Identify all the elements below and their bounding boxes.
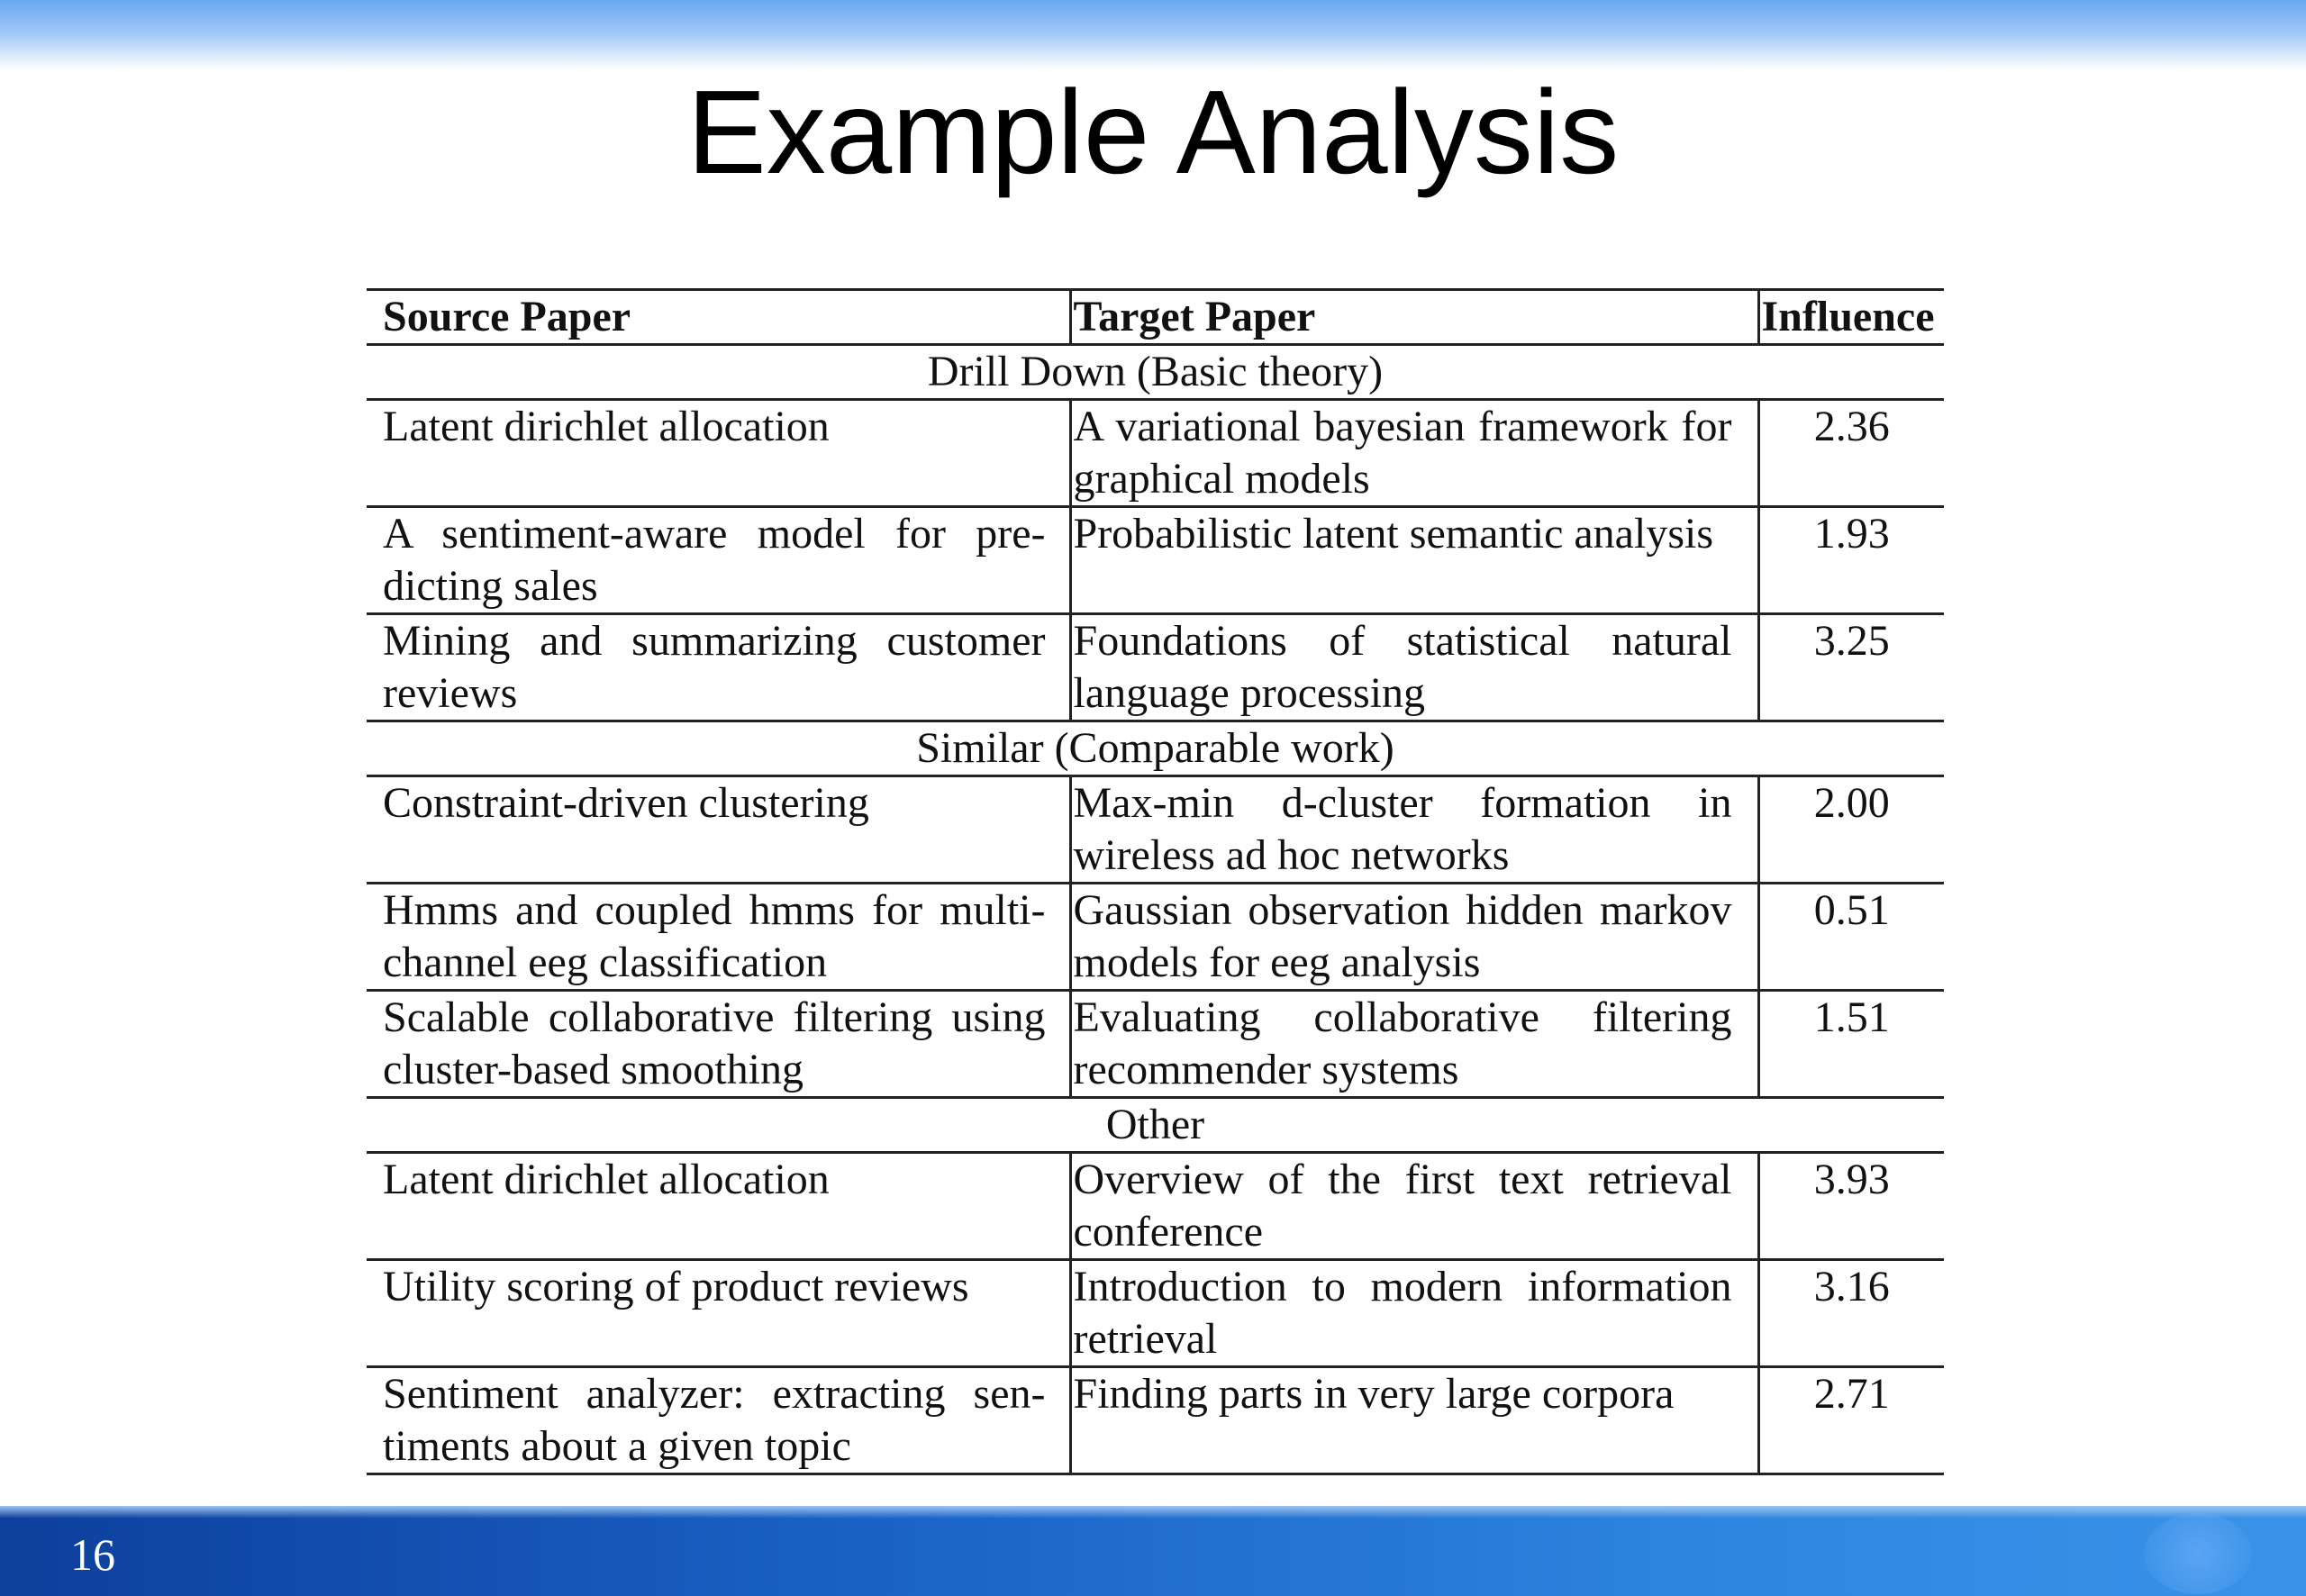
target-paper-cell: Probabilistic latent semantic analysis [1070, 507, 1758, 614]
slide-title: Example Analysis [686, 66, 1620, 198]
section-row [367, 345, 1944, 400]
target-paper-cell: Evaluating collaborative filtering recommender systems [1070, 991, 1758, 1098]
table-row [367, 991, 1944, 1098]
influence-cell: 3.25 [1758, 614, 1944, 721]
column-header-source: Source Paper [367, 290, 1070, 345]
source-paper-cell: Hmms and coupled hmms for multi-channel eeg classification [367, 884, 1070, 991]
source-paper-cell: Constraint-driven clustering [367, 776, 1070, 884]
section-row [367, 1098, 1944, 1153]
source-paper-cell: Scalable collaborative filtering using cluster-based smoothing [367, 991, 1070, 1098]
page-number: 16 [70, 1529, 115, 1580]
influence-cell: 3.93 [1758, 1153, 1944, 1260]
column-header-influence: Influence [1758, 290, 1944, 345]
header-band [0, 0, 2306, 70]
section-label-other: Other [367, 1098, 1944, 1153]
target-paper-cell: A variational bayesian framework for graphical models [1070, 400, 1758, 507]
section-row [367, 721, 1944, 776]
section-label-similar: Similar (Comparable work) [367, 721, 1944, 776]
influence-cell: 0.51 [1758, 884, 1944, 991]
table-row [367, 400, 1944, 507]
influence-cell: 1.93 [1758, 507, 1944, 614]
target-paper-cell: Overview of the first text retrieval conference [1070, 1153, 1758, 1260]
source-paper-cell: Latent dirichlet allocation [367, 1153, 1070, 1260]
target-paper-cell: Foundations of statistical natural language processing [1070, 614, 1758, 721]
influence-cell: 2.00 [1758, 776, 1944, 884]
section-label-drill-down: Drill Down (Basic theory) [367, 345, 1944, 400]
table-row [367, 1260, 1944, 1367]
table-header-row [367, 290, 1944, 345]
target-paper-cell: Introduction to modern information retrieval [1070, 1260, 1758, 1367]
table-row [367, 1153, 1944, 1260]
source-paper-cell: Latent dirichlet allocation [367, 400, 1070, 507]
table-row [367, 1367, 1944, 1474]
influence-table [367, 288, 1944, 1475]
source-paper-cell: Mining and summarizing customer reviews [367, 614, 1070, 721]
table-row [367, 614, 1944, 721]
target-paper-cell: Max-min d-cluster formation in wireless ad hoc networks [1070, 776, 1758, 884]
influence-cell: 2.71 [1758, 1367, 1944, 1474]
influence-cell: 2.36 [1758, 400, 1944, 507]
target-paper-cell: Finding parts in very large corpora [1070, 1367, 1758, 1474]
target-paper-cell: Gaussian observation hidden markov models for eeg analysis [1070, 884, 1758, 991]
footer-band [0, 1506, 2306, 1596]
source-paper-cell: Utility scoring of product reviews [367, 1260, 1070, 1367]
influence-table-container [367, 288, 1944, 1475]
source-paper-cell: Sentiment analyzer: extracting sentiments about a given topic [367, 1367, 1070, 1474]
table-row [367, 507, 1944, 614]
influence-cell: 1.51 [1758, 991, 1944, 1098]
column-header-target: Target Paper [1070, 290, 1758, 345]
table-row [367, 776, 1944, 884]
footer-glow-decoration [2144, 1513, 2252, 1594]
table-row [367, 884, 1944, 991]
source-paper-cell: A sentiment-aware model for predicting sales [367, 507, 1070, 614]
influence-cell: 3.16 [1758, 1260, 1944, 1367]
